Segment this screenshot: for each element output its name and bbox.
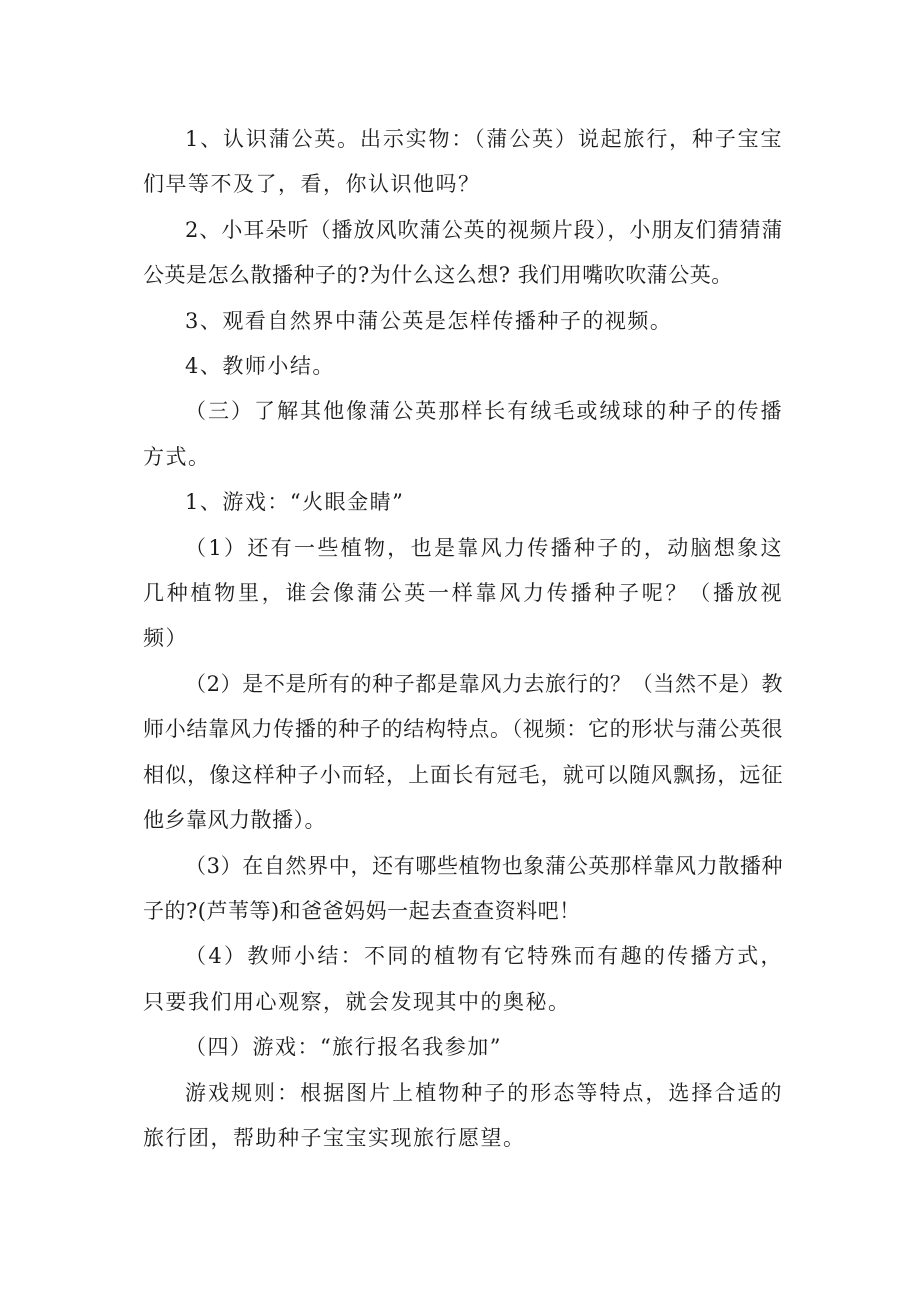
paragraph-item-3: （3）在自然界中，还有哪些植物也象蒲公英那样靠风力散播种子的?(芦苇等)和爸爸妈妈一起去查查资料吧！ bbox=[143, 853, 783, 923]
paragraph-watch-video: 3、观看自然界中蒲公英是怎样传播种子的视频。 bbox=[185, 308, 673, 333]
section-heading-four: （四）游戏：“旅行报名我参加” bbox=[185, 1035, 502, 1060]
paragraph-game-rules: 游戏规则：根据图片上植物种子的形态等特点，选择合适的旅行团，帮助种子宝宝实现旅行愿望。 bbox=[143, 1080, 783, 1150]
paragraph-item-2: （2）是不是所有的种子都是靠风力去旅行的？（当然不是）教师小结靠风力传播的种子的结构特点。（视频：它的形状与蒲公英很相似，像这样种子小而轻，上面长有冠毛，就可以随风飘扬，远征他乡靠风力散播）。 bbox=[143, 671, 783, 833]
paragraph-item-4: （4）教师小结：不同的植物有它特殊而有趣的传播方式，只要我们用心观察，就会发现其中的奥秘。 bbox=[143, 944, 783, 1014]
document-body bbox=[143, 117, 783, 1161]
paragraph-recognize-dandelion: 1、认识蒲公英。出示实物：（蒲公英）说起旅行，种子宝宝们早等不及了，看，你认识他吗？ bbox=[143, 127, 783, 197]
paragraph-listen-video: 2、小耳朵听（播放风吹蒲公英的视频片段），小朋友们猜猜蒲公英是怎么散播种子的?为什么这么想? 我们用嘴吹吹蒲公英。 bbox=[143, 217, 783, 288]
section-heading-three: （三）了解其他像蒲公英那样长有绒毛或绒球的种子的传播方式。 bbox=[143, 399, 783, 469]
paragraph-item-1: （1）还有一些植物，也是靠风力传播种子的，动脑想象这几种植物里，谁会像蒲公英一样靠风力传播种子呢？（播放视频） bbox=[143, 535, 783, 651]
paragraph-game-sharp-eyes: 1、游戏：“火眼金睛” bbox=[185, 490, 405, 515]
paragraph-teacher-summary: 4、教师小结。 bbox=[185, 354, 335, 379]
